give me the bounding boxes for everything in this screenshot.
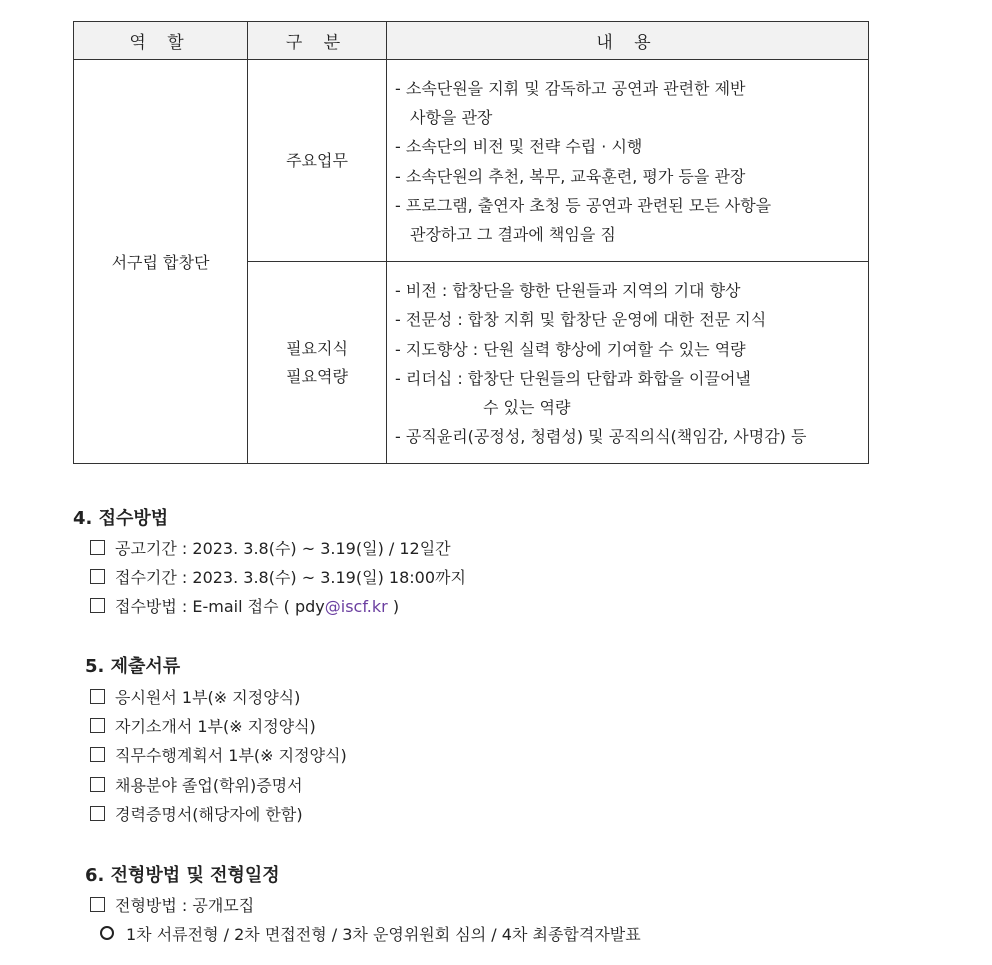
header-content: 내 용 [387,22,869,60]
checkbox-icon [90,806,105,821]
checkbox-icon [90,747,105,762]
content-line: - 공직윤리(공정성, 청렴성) 및 공직의식(책임감, 사명감) 등 [395,427,807,447]
content-line: - 전문성 : 합창 지휘 및 합창단 운영에 대한 전문 지식 [395,310,767,330]
section-title-receipt: 4. 접수방법 [73,508,169,529]
checkbox-icon [90,897,105,912]
content-line: - 소속단의 비전 및 전략 수립 · 시행 [395,137,643,157]
table-header-row [74,22,869,60]
role-category: 서구립 합창단 [74,60,248,464]
checkbox-icon [90,540,105,555]
item-text: 직무수행계획서 1부(※ 지정양식) [115,746,347,765]
content-line: 사항을 관장 [410,108,493,128]
content-line: - 소속단원을 지휘 및 감독하고 공연과 관련한 제반 [395,79,746,98]
list-item [90,685,300,708]
item-text: 경력증명서(해당자에 한함) [115,805,303,824]
content-knowledge [387,262,869,464]
list-item [90,893,254,916]
item-text: 자기소개서 1부(※ 지정양식) [115,717,316,736]
division-main-duties [248,60,387,262]
item-text: 1차 서류전형 / 2차 면접전형 / 3차 운영위원회 심의 / 4차 최종합격자발표 [126,925,641,944]
item-text: 접수기간 : 2023. 3.8(수) ~ 3.19(일) 18:00까지 [115,568,466,587]
header-division: 구 분 [248,22,387,60]
content-main-duties [387,60,869,262]
list-item [90,773,303,796]
checkbox-icon [90,689,105,704]
item-text: 전형방법 : 공개모집 [115,896,255,915]
list-item [90,743,347,766]
content-line: - 프로그램, 출연자 초청 등 공연과 관련된 모든 사항을 [395,195,772,215]
list-item [90,536,451,559]
content-line: - 지도향상 : 단원 실력 향상에 기여할 수 있는 역량 [395,339,746,359]
content-line: - 비전 : 합창단을 향한 단원들과 지역의 기대 향상 [395,281,741,301]
list-item [90,594,399,617]
division-label: 주요업무 [286,150,348,170]
email-link[interactable]: @iscf.kr [324,597,388,616]
header-role: 역 할 [74,22,248,60]
item-text: 응시원서 1부(※ 지정양식) [115,688,301,707]
content-line: - 리더십 : 합창단 단원들의 단합과 화합을 이끌어낼 [395,368,751,388]
table-row [74,60,869,262]
division-label: 필요지식 [286,338,348,358]
list-item [90,714,316,737]
section-title-documents: 5. 제출서류 [85,656,181,677]
item-text: 공고기간 : 2023. 3.8(수) ~ 3.19(일) / 12일간 [115,539,451,558]
list-item [90,565,466,588]
checkbox-icon [90,718,105,733]
checkbox-icon [90,569,105,584]
item-text: ) [387,597,400,616]
role-table [73,21,869,464]
checkbox-icon [90,777,105,792]
list-item [100,922,641,945]
circle-bullet-icon [100,926,114,940]
item-text: 채용분야 졸업(학위)증명서 [115,776,303,795]
item-text: 접수방법 : E-mail 접수 ( pdy [115,597,325,616]
content-line: 관장하고 그 결과에 책임을 짐 [410,225,616,245]
section-title-selection: 6. 전형방법 및 전형일정 [85,865,280,886]
division-label: 필요역량 [286,366,348,386]
list-item [90,802,303,825]
content-line: - 소속단원의 추천, 복무, 교육훈련, 평가 등을 관장 [395,166,746,186]
checkbox-icon [90,598,105,613]
division-knowledge [248,262,387,464]
content-line: 수 있는 역량 [483,398,571,418]
